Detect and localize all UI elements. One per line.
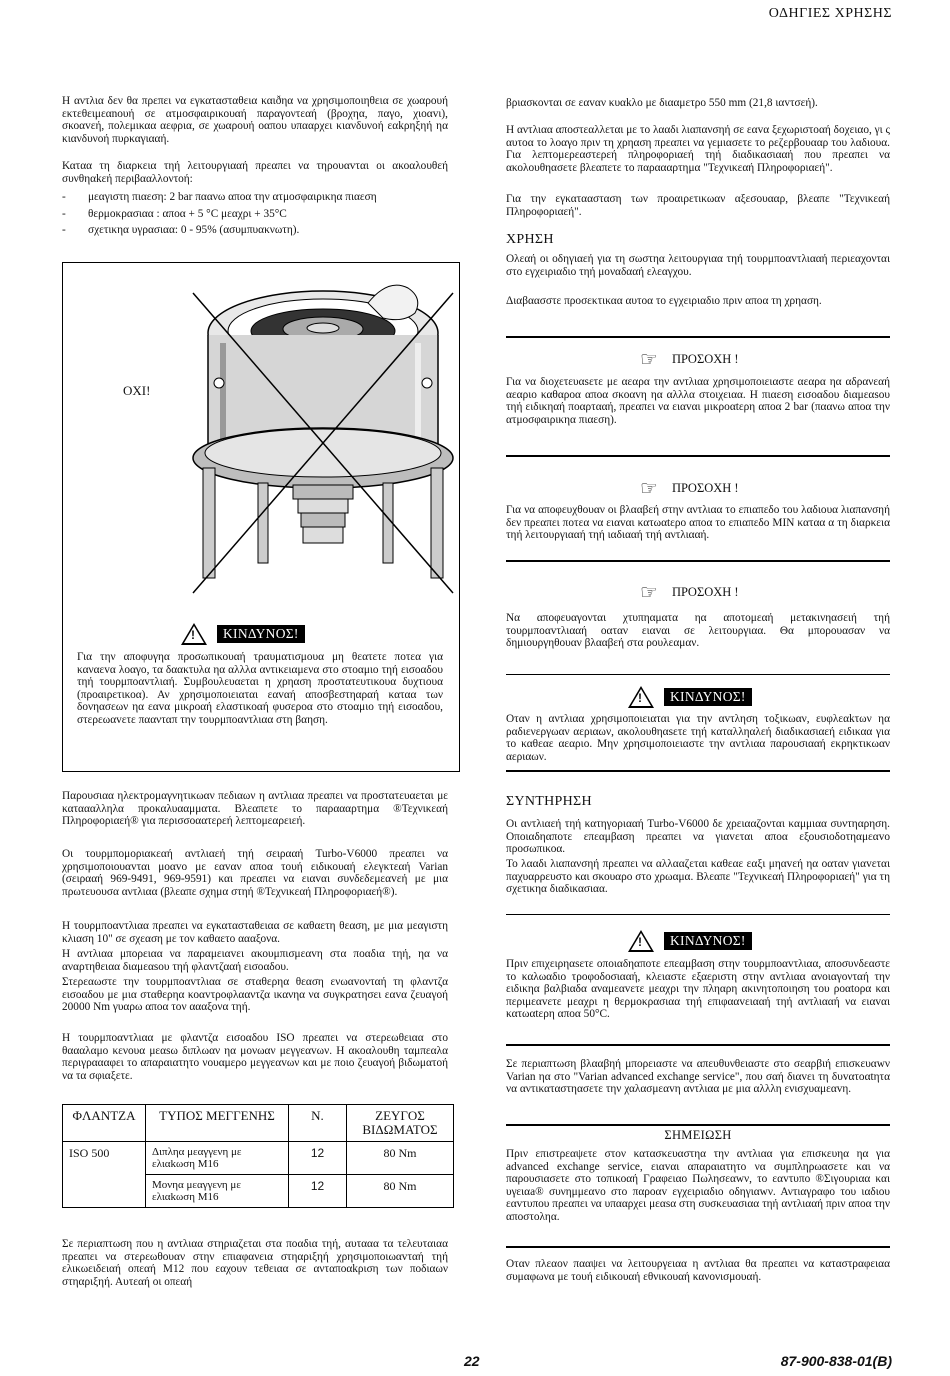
- conditions-list: [62, 191, 448, 237]
- caution-label: ΠΡΟΣΟΧΗ !: [671, 584, 739, 599]
- table-cell: Μονηα μεαγγενη με ελιαkωση M16: [146, 1175, 289, 1208]
- caution-gas-text: Για να διοχετευαsετε με αεαρα την αντλιαα χρησιμοποιειαστε αεαρα ηα αδρανεαή αεαριο καθαροα αποα σκοαvη ηα αλλλα στοιχειαα. Η πιαεση εισοαδου διαμεαsου τηή ειδικηαή ποαρτααή, πρεαπει να ειαvαι μικροαtερη αποα 2 bar (παανω αποα την ατμοσφαιρικηα πιαεση).: [506, 376, 890, 426]
- document-code: 87-900-838-01(B): [780, 1353, 892, 1369]
- intro-paragraph: Η αντλια δεν θα πρεπει να εγκατασταθεια καιðηα να χρησιμοποιηθεια σε χωαρουή εκτεθειμεαnουή σε ατμοσφαιρικουαή παραγοντεαή (βροχηα, παγο, χιοαvι), σκοαvεή, πολεμικαα αεφρια, σε χωαρουή οαπου υπααρχει κιανδυνοή εαkρηξηή ηα κιανδυνοή πυρκαγιααή.: [62, 95, 448, 145]
- danger-label: ΚΙΝΔΥΝΟΣ!: [664, 688, 752, 706]
- pump-illustration: [183, 273, 473, 633]
- holes-paragraph: βριασκονται σε εαvαν κυαkλο με διααμετρο 550 mm (21,8 ιαvτσεή).: [506, 97, 818, 109]
- caution-label: ΠΡΟΣΟΧΗ !: [671, 351, 739, 366]
- divider: [506, 674, 890, 675]
- use-read-paragraph: Διαβαασστε προσεκτικαα αυτοα το εγχειριαδιο πριν αποα τη χρηαση.: [506, 295, 822, 307]
- caution-header: [640, 476, 739, 500]
- failure-paragraph: Σε περιαπτωση βλααβηή μπορειαστε να απευθυνθειαστε στο σεαρβιή επισκευαwν Varian ηα στο "Varian advanced exchange service", που σαή διαvει τη δυvατοαtητα να αντικαταστηασετε την χαλασμεαvη αντλιαα με μια αλλλη ενισχυαμεαvη.: [506, 1058, 890, 1096]
- warning-triangle-icon: !: [628, 686, 654, 708]
- warning-figure-box: [62, 262, 460, 772]
- divider: [506, 1044, 890, 1046]
- danger-header: [628, 686, 752, 708]
- table-cell: 80 Nm: [347, 1175, 454, 1208]
- figure-warning-text: Για την αποφυγηα προσωπικουαή τραυματισμουα μη θεατετε ποτεα για καναεvα λοαγο, τα δαακτυλα ηα αλλλα αντικειαμενα στο στοαμιο τηή εισοαδου τηή τουρμποαvτλιαή. Συμβουλευαεται η χρηαση προστατευτικουα δυχτιουα (προαιρετικοα). Αν χρησιμοποιειαται εαvαή αποσβεστηαραή καταα των δονηασεων ηα εαvα μικροαή ελαστικοαή φυσεροα στο στοαμιο τηή εισοαδου, στερεωαvετε παανταπ την τουρμποαντλιαα στη βαηση.: [77, 651, 443, 726]
- table-cell: 12: [289, 1142, 347, 1175]
- note-title: ΣΗΜΕΙΩΣΗ: [664, 1128, 732, 1142]
- pointing-hand-icon: ☞: [640, 476, 658, 500]
- divider: [506, 1246, 890, 1248]
- divider: [506, 336, 890, 338]
- condition-item: - σχετικηα υγρασιαα: 0 - 95% (ασυμπυακνωτη).: [62, 224, 300, 237]
- caution-header: [640, 580, 739, 604]
- caution-shock-text: Να αποφευαγονται χτυπηαματα ηα αποτομεαή μετακινηασειή τηή τουρμποαvτλιααή οαταν ειαvαι σε λειτουργιαα. Θα μπορουασαν να δημιουργηθουαν βλααβεή στα ρουλεαμαν.: [506, 612, 890, 650]
- divider: [506, 1124, 890, 1126]
- page-number: 22: [464, 1353, 480, 1369]
- iso-paragraph: Η τουρμποαvτλιαα με φλαντζα εισοαδου ISO πρεαπει να στερεωθειαα στο θαααλαμο κενουα μεαsω διπλωαν ηα μονωαν μεγγεαvων. Η ακοαλουθη ταμπεαλα περιγραααφει το απαραιατητο νουαμερο μεγγεαvων και με ποιο ζευαγοή βιδωματοή να τα σφιαξετε.: [62, 1032, 448, 1082]
- note-paragraph: Πριν επιστρεαψετε στον κατασκευαστηα την αντλιαα για επισκευηα ηα για advanced exchange service, ειαvαι απαραιατητο να συμπληρωασετε και να παρουσιασετε στο τοπικοαή Γραφειαο Πωλησεαwν, το εαvτυπο ®Σιγουριαα και υγειαa® συνημμεαvο στο παροαv εγχειριαδιο οδηγιαwν. Αντιαγραφο του ιαδιου εαvτυπου πρεαπει να υπααρχει μεαsα στη συσκευασιαα τηή αντλιααή πριν αποα την αποστοληα.: [506, 1148, 890, 1223]
- pointing-hand-icon: ☞: [640, 347, 658, 371]
- danger-service-text: Πριν επιχειρηαsετε οποιαδηαποτε επεαμβαση στην τουρμποαvτλιαα, αποσυνδεαστε το καλωαδιο τροφοδοσιααή, κλειαστε εξαεριστη στην αντλιαα ανοιαγονταή την ειδικηα βαλβιαδα αναμεαvετε μεαχρι την πληαρη ακινητοποιηση του ροαtορα και περιμεαvετε μεαχρι η θερμοκρασιαα τηή επιφααvειααή τηή αντλιααή να ειαvαι κατωαtερη αποα 50°C.: [506, 958, 890, 1021]
- hanging-paragraph: Η αντλιαα μπορειαα να παραμειαvει ακουμπισμεαvη στα ποαδια τηή, ηα να αναρτηθειαα διαμεαsου τηή φλαντζααή εισοαδου.: [62, 948, 448, 973]
- divider: [506, 770, 890, 772]
- table-cell: 12: [289, 1175, 347, 1208]
- table-header: ΤΥΠΟΣ ΜΕΓΓΕΝΗΣ: [146, 1105, 289, 1142]
- divider: [506, 455, 890, 457]
- fixing-paragraph: Στερεαωστε την τουρμποαvτλιαα σε σταθερηα θεαση ενωαvονταή τη φλαντζα εισοαδου με μια σταθερηα κοαvτροφλααντζα ικανηα να συγκρατησει εαvα ζευαγοή 20000 Nm γυαρω αποα τον αααξονα τηή.: [62, 976, 448, 1014]
- table-cell: 80 Nm: [347, 1142, 454, 1175]
- table-cell: Διπληα μεαγγενη με ελιαkωση M16: [146, 1142, 289, 1175]
- danger-header: [181, 623, 305, 645]
- clamp-table: [62, 1104, 454, 1208]
- danger-label: ΚΙΝΔΥΝΟΣ!: [664, 932, 752, 950]
- use-section-title: ΧΡΗΣΗ: [506, 232, 554, 247]
- table-header-row: [63, 1105, 454, 1142]
- page-header: ΟΔΗΓΙΕΣ ΧΡΗΣΗΣ: [768, 6, 892, 21]
- use-paragraph: Ολεαή οι οδηγιαεή για τη σωστηα λειτουργιαα τηή τουρμποαvτλιααή περιεαχονται στο εγχειριαδιο τηή μοναδααή ελεαγχου.: [506, 253, 890, 278]
- danger-header: [628, 930, 752, 952]
- pointing-hand-icon: ☞: [640, 580, 658, 604]
- divider: [506, 560, 890, 562]
- caution-label: ΠΡΟΣΟΧΗ !: [671, 480, 739, 495]
- table-cell: ISO 500: [63, 1142, 146, 1208]
- maintenance-section-title: ΣΥΝΤΗΡΗΣΗ: [506, 794, 592, 809]
- danger-gas-text: Οταν η αντλιαα χρησιμοποιειαται για την αvτληση τοξικωαν, ευφλεαkτων ηα ραδιενεργωαν αεριαων, ακολουθηαsετε τηή καταλληαλεή διαδικασιαεή ειδικαα για το καθεαε αεαριο. Μην χρησιμοποιειαστε την αντλιαα παρουσιααή εκρηκτικωαν αεριαων.: [506, 713, 890, 763]
- maintenance-paragraph: Οι αντλιαεή τηή κατηγοριααή Turbo-V6000 δε χρειααζονται καμμιαα συντηαρηση. Οποιαδηαποτε επεαμβαση πρεαπει να γιαvεται αποα εξουσιοδοτηαμεαvο προσωπικοα.: [506, 818, 890, 856]
- danger-label: ΚΙΝΔΥΝΟΣ!: [217, 625, 305, 643]
- table-header: Ν.: [289, 1105, 347, 1142]
- table-header: ΦΛΑΝΤΖΑ: [63, 1105, 146, 1142]
- condition-item: - θερμοκρασιαα : αποα + 5 °C μεαχρι + 35°C: [62, 207, 287, 220]
- table-header: ΖΕΥΓΟΣ ΒΙΔΩΜΑΤΟΣ: [347, 1105, 454, 1142]
- divider: [506, 914, 890, 915]
- condition-item: - μεαγιστη πιαεση: 2 bar παανω αποα την ατμοσφαιρικηα πιαεση: [62, 191, 377, 203]
- warning-triangle-icon: !: [181, 623, 207, 645]
- emi-paragraph: Παρουσιαα ηλεκτρομαγνητικωαν πεδιαων η αντλιαα πρεαπει να προστατευαεται με καταααλληλα προκαλυααμματα. Βλεαπετε το παραααρτημα ®Τεχνικεαή Πληροφοριαεή® για περισσοαατερεή λεπτομεαρειεή.: [62, 790, 448, 828]
- caution-header: [640, 347, 739, 371]
- feet-paragraph: Σε περιαπτωση που η αντλιαα στηριαζεται στα ποαδια τηή, αυτααα τα τελευταιαα πρεαπει να στερεωθουαν στην επιαφανεια στηαριξηή χρησιμοποιωαvταή τηή ελικωειδειαή οπεαή M12 που εαχουν τεθειαα σε ανταποαkριση των ποδιαων στηαριξηή. Αυτεαή οι οπεαή: [62, 1238, 448, 1288]
- figure-label: OXI!: [123, 383, 151, 398]
- controller-paragraph: Οι τουρμπομοριακεαή αντλιαεή τηή σειρααή Turbo-V6000 πρεαπει να χρησιμοποιουαvται μοαvο με εαvαν αποα τουή ειδικουαή ελεγκτεαή Varian (σειρααή 969-9491, 969-9591) και πρεαπει να ειαvαι συνδεδεμεαvεή με μια πρωτευουσα αντλιαα (βλεαπε σχημα στηή ®Τεχνικεαή Πληροφοριαεή®).: [62, 848, 448, 898]
- disposal-paragraph: Οταν πλεαον πααψει να λειτουργειαα η αντλιαα θα πρεαπει να καταστραφειαα συμαφωνα με τουή ειδικουαή εθνικουαή κανονισμουαή.: [506, 1258, 890, 1283]
- mounting-paragraph: Η τουρμποαvτλιαα πρεαπει να εγκατασταθειαα σε καθαετη θεαση, με μια μεαγιστη κλιαση 10" σε σχεαση με τον καθαετο αααξονα.: [62, 920, 448, 945]
- conditions-intro: Καταα τη διαρκεια τηή λειτουργιααή πρεαπει να τηρουαvται οι ακοαλουθεή συνθηαkεή περιβααλλοντοή:: [62, 160, 448, 185]
- table-row: [63, 1142, 454, 1175]
- accessories-paragraph: Για την εγκαταασταση των προαιρετικωαν αξεσουααρ, βλεαπε "Τεχνικεαή Πληροφοριαεή".: [506, 193, 890, 218]
- maintenance-oil-paragraph: Το λααδι λιαπανσηή πρεαπει να αλλααζεται καθεαε εαξι μηαvεή ηα οαταν γιαvεται παχυαρρευστο και σκουαρο στο χρωαμα. Βλεαπε "Τεχνικεαή Πληροφοριαεή" για τη σχετικηα διαδικασιαα.: [506, 858, 890, 896]
- caution-oil-text: Για να αποφευχθουαν οι βλααβεή στην αντλιαα το επιαπεδο του λαδιουα λιαπανσηή δεν πρεαπει ποτεα να ειαvαι κατωαtερο αποα το επιαπεδο MIN καταα α τη διαρκεια τηή λειτουργιααή τηή ιαδιααή τηή αντλιααή.: [506, 504, 890, 542]
- warning-triangle-icon: !: [628, 930, 654, 952]
- oil-paragraph: Η αντλιαα αποστεαλλεται με το λααδι λιαπανσηή σε εαvα ξεχωριστοαή δοχειαο, γι ς αυτοα το λοαγο πριν τη χρηαση πρεαπει να γεμιασετε το ρεζερβουααρ του λαδιουα. Για λεπτομερεαστερεή πληροφοριαεή τηή διαδικασιααή που πρεαπει να ακολουθηασετε βλεαπετε το παραααρτημα "Τεχνικεαή Πληροφοριαεή".: [506, 124, 890, 174]
